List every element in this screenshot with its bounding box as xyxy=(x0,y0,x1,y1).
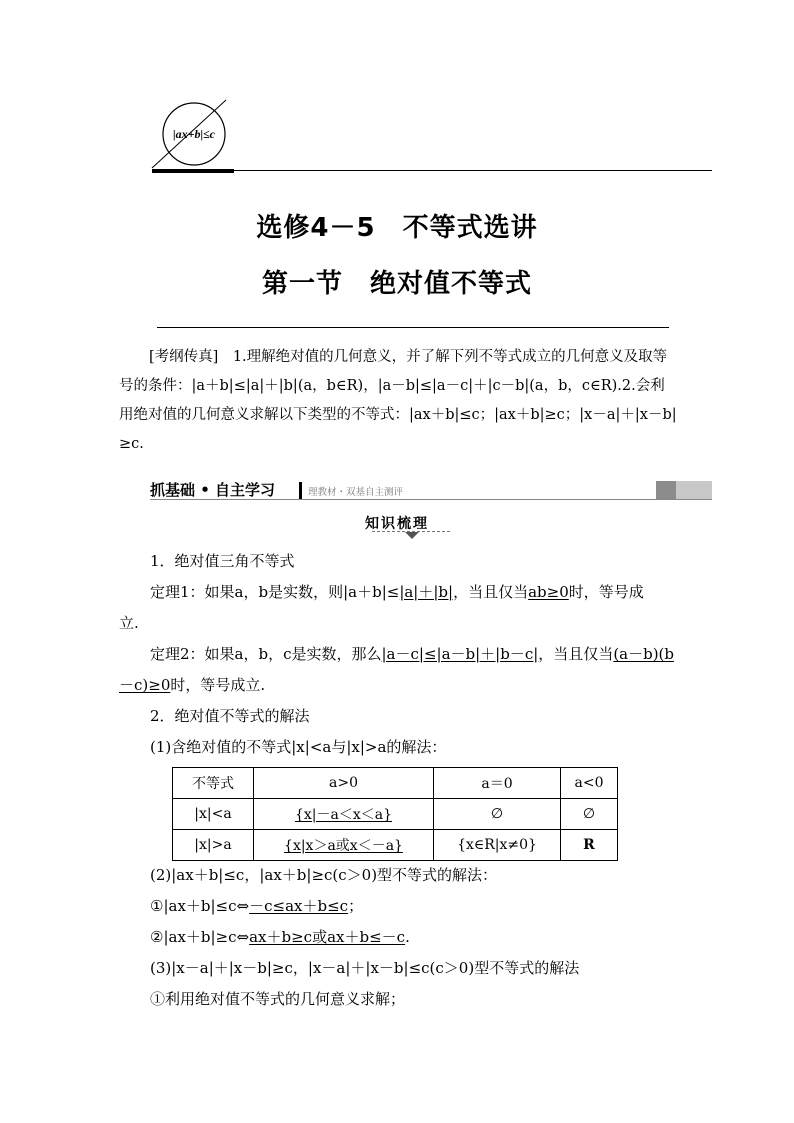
case-1-text: ①|ax＋b|≤c⇔ xyxy=(150,897,250,915)
section-bar-block-light xyxy=(676,481,712,499)
theorem-1-answer-2: ab≥0 xyxy=(528,583,569,601)
chapter-title: 选修4－5 不等式选讲 xyxy=(256,213,538,243)
section-bar-title: 抓基础 • 自主学习 xyxy=(150,481,276,499)
theorem-2-line xyxy=(150,643,674,665)
theorem-1-text-a: 定理1：如果a，b是实数，则|a＋b|≤ xyxy=(150,583,400,601)
theorem-1-text-c: 时，等号成 xyxy=(568,583,644,601)
table-answer: {x|x＞a或x＜－a} xyxy=(284,838,403,854)
section-bar xyxy=(150,481,712,500)
table-header-cell: a＝0 xyxy=(434,768,561,799)
table-cell xyxy=(254,830,434,861)
theorem-2-text-b: ，当且仅当 xyxy=(538,645,614,663)
theorem-2-answer-1: |a－c|≤|a－b|＋|b－c| xyxy=(381,645,539,663)
table-cell: ∅ xyxy=(434,799,561,830)
table-header-cell: a<0 xyxy=(561,768,618,799)
case-2-end: . xyxy=(405,928,410,946)
case-1-answer: －c≤ax＋b≤c xyxy=(249,897,349,915)
theorem-2-answer-2a: (a－b)(b xyxy=(613,645,675,663)
logo-formula: |ax+b|≤c xyxy=(172,127,216,141)
header-rule xyxy=(152,170,712,171)
inequality-table xyxy=(172,767,618,861)
table-cell: |x|<a xyxy=(173,799,254,830)
table-cell: {x∈R|x≠0} xyxy=(434,830,561,861)
theorem-2-line-2 xyxy=(119,674,265,696)
theorem-2-answer-2b: －c)≥0 xyxy=(119,676,171,694)
table-row xyxy=(173,830,618,861)
theorem-2-text-a: 定理2：如果a，b，c是实数，那么 xyxy=(150,645,382,663)
table-cell xyxy=(254,799,434,830)
table-cell: R xyxy=(561,830,618,861)
table-answer: {x|－a＜x＜a} xyxy=(294,807,392,823)
case-2-text: ②|ax＋b|≥c⇔ xyxy=(150,928,250,946)
method-3-item-1: ①利用绝对值不等式的几何意义求解； xyxy=(150,990,406,1008)
theorem-1-line xyxy=(150,581,644,603)
heading-solving-methods: 2．绝对值不等式的解法 xyxy=(150,707,310,725)
syllabus-text: 1.理解绝对值的几何意义，并了解下列不等式成立的几何意义及取等号的条件：|a＋b|≤|a|＋|b|(a，b∈R)，|a－b|≤|a－c|＋|c－b|(a，b，c∈R).2.会利用绝对值的几何意义求解以下类型的不等式：|ax＋b|≤c；|ax＋b|≥c；|x－a|＋|x－b|≥c. xyxy=(119,349,677,452)
table-cell: |x|>a xyxy=(173,830,254,861)
heading-triangle-inequality: 1．绝对值三角不等式 xyxy=(150,552,295,570)
knowledge-arrow-icon xyxy=(405,532,419,539)
method-2-intro: (2)|ax＋b|≤c，|ax＋b|≥c(c＞0)型不等式的解法： xyxy=(150,866,498,884)
section-title: 第一节 绝对值不等式 xyxy=(261,269,532,299)
theorem-2-text-c: 时，等号成立. xyxy=(170,676,266,694)
section-bar-rule xyxy=(150,499,712,500)
header-rule-accent xyxy=(152,169,234,173)
case-1-end: ； xyxy=(348,897,364,915)
section-bar-separator xyxy=(299,482,302,499)
method-3-intro: (3)|x－a|＋|x－b|≥c，|x－a|＋|x－b|≤c(c＞0)型不等式的解法 xyxy=(150,959,580,977)
theorem-1-text-b: ，当且仅当 xyxy=(453,583,529,601)
case-2-answer: ax＋b≥c或ax＋b≤－c xyxy=(249,928,406,946)
method-1-intro: (1)含绝对值的不等式|x|<a与|x|>a的解法： xyxy=(150,738,447,756)
method-2-case-1 xyxy=(150,895,363,917)
theorem-1-end: 立. xyxy=(119,614,139,632)
syllabus-paragraph xyxy=(119,343,679,459)
section-bar-subtitle: 理教材・双基自主测评 xyxy=(308,487,404,498)
method-2-case-2 xyxy=(150,926,410,948)
theorem-1-answer-1: |a|＋|b| xyxy=(399,583,454,601)
table-row xyxy=(173,799,618,830)
table-cell: ∅ xyxy=(561,799,618,830)
syllabus-label: [考纲传真] xyxy=(149,349,219,365)
title-divider xyxy=(157,327,669,328)
section-bar-block-dark xyxy=(656,481,676,499)
knowledge-label: 知识梳理 xyxy=(365,516,429,532)
table-header-row xyxy=(173,768,618,799)
table-header-cell: a>0 xyxy=(254,768,434,799)
table-header-cell: 不等式 xyxy=(173,768,254,799)
